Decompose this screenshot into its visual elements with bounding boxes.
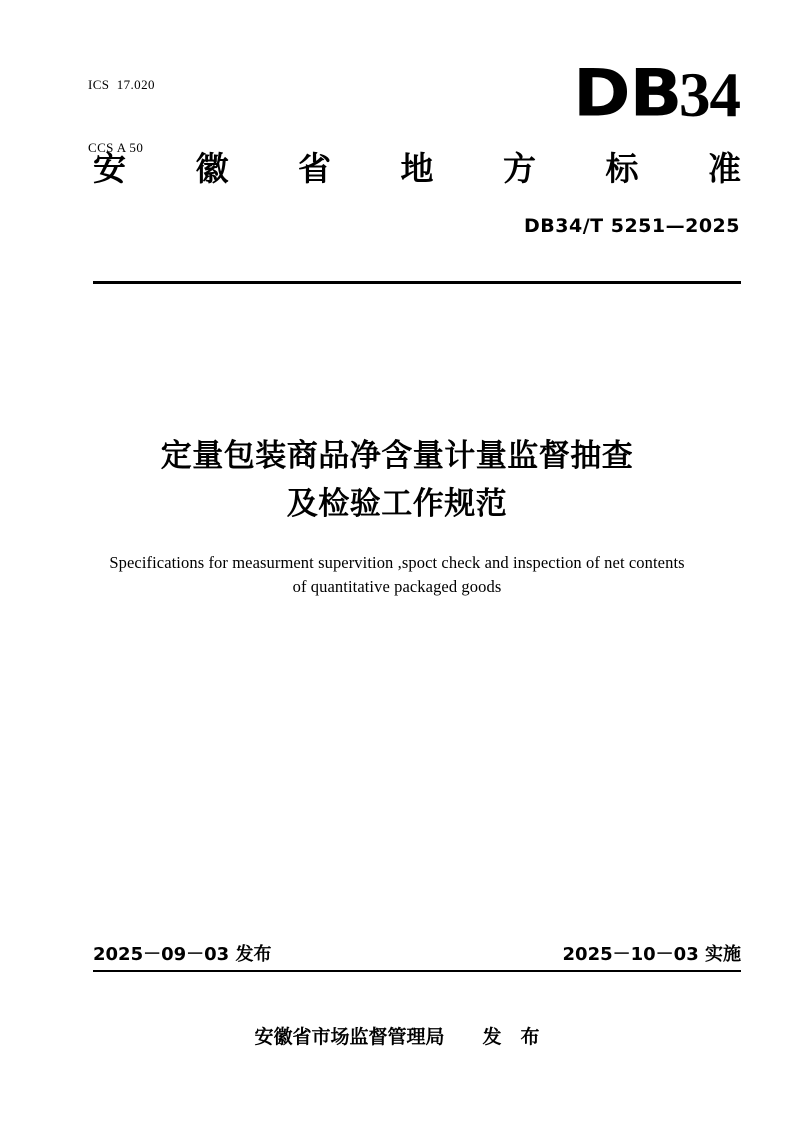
header-divider-rule — [93, 281, 741, 284]
title-chinese-line-1: 定量包装商品净含量计量监督抽查 — [160, 438, 634, 474]
issuing-authority: 安徽省市场监督管理局 发 布 — [254, 1026, 540, 1048]
ccs-code: CCS A 50 — [88, 140, 144, 155]
issue-date: 2025－09－03 发布 — [93, 944, 272, 965]
implementation-date: 2025－10－03 实施 — [562, 944, 741, 965]
province-heading-char-1: 徽 — [195, 149, 229, 188]
province-heading-char-2: 省 — [298, 149, 331, 188]
province-heading-char-0: 安 — [93, 149, 126, 188]
province-heading-char-5: 标 — [605, 149, 639, 188]
province-standard-heading — [93, 148, 741, 189]
title-chinese-line-2: 及检验工作规范 — [286, 486, 508, 522]
date-row — [93, 940, 741, 966]
title-block — [47, 432, 747, 599]
standard-number: DB34/T 5251—2025 — [524, 215, 740, 237]
province-heading-char-4: 方 — [503, 149, 536, 188]
db34-logo-prefix: DB — [573, 54, 682, 132]
title-english-line-2: of quantitative packaged goods — [292, 577, 502, 596]
ics-code: ICS 17.020 — [88, 77, 155, 92]
footer-divider-rule — [93, 970, 741, 972]
db34-logo-number: 34 — [679, 60, 740, 130]
province-heading-char-6: 准 — [708, 149, 741, 188]
title-english-line-1: Specifications for measurment supervition ,spoct check and inspection of net contents — [109, 553, 685, 572]
province-heading-char-3: 地 — [400, 149, 434, 188]
title-english — [47, 551, 747, 599]
db34-logo — [573, 54, 740, 132]
